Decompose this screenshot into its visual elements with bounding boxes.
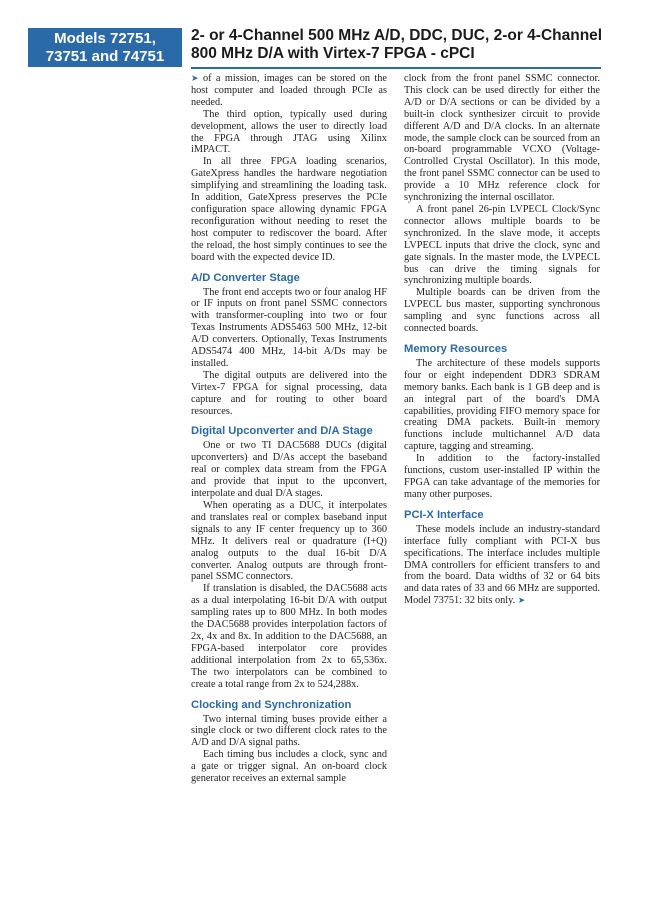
paragraph: clock from the front panel SSMC connector. This clock can be used directly for either the A/D or D/A sections or can be divided by a built-in clock synthesizer circuit to provide different A/D and D/A clocks. In an alternate mode, the sample clock can be sourced from an on-board programmable VCXO (Voltage-Controlled Crystal Oscillator). In this mode, the front panel SSMC connector can be used to provide a 10 MHz reference clock for synchronizing the internal oscillator. [404, 73, 600, 204]
models-line-2: 73751 and 74751 [45, 48, 165, 65]
section-heading-duc: Digital Upconverter and D/A Stage [191, 425, 373, 438]
paragraph: The front end accepts two or four analog HF or IF inputs on front panel SSMC connectors with transformer-coupling into two or four Texas Instruments ADS5463 500 MHz, 12-bit A/D converters. Optionally, Texas Instruments ADS5474 400 MHz, 14-bit A/Ds may be installed. [191, 286, 387, 369]
paragraph: In addition to the factory-installed functions, custom user-installed IP within the FPGA can take advantage of the memories for many other purposes. [404, 453, 600, 500]
paragraph: A front panel 26-pin LVPECL Clock/Sync connector allows multiple boards to be synchronized. In the slave mode, it accepts LVPECL inputs that drive the clock, sync and gate signals. In the master mode, the LVPECL bus can drive the timing signals for synchronizing multiple boards. [404, 203, 600, 287]
title-rule [191, 67, 601, 69]
paragraph [404, 524, 600, 607]
left-column [191, 73, 387, 785]
continue-arrow-icon: ➤ [517, 595, 526, 606]
section-heading-pcix: PCI-X Interface [404, 508, 484, 521]
section-heading-clocking: Clocking and Synchronization [191, 698, 352, 711]
paragraph-text: of a mission, images can be stored on the host computer and loaded through PCIe as needed. [191, 73, 387, 108]
paragraph: The architecture of these models supports four or eight independent DDR3 SDRAM memory banks. Each bank is 1 GB deep and is an integral part of the board's DMA capabilities, providing FIFO memory space for creating DMA packets. Built-in memory functions include multichannel A/D data capture, tagging and streaming. [404, 357, 600, 453]
title-line-2: 800 MHz D/A with Virtex-7 FPGA - cPCI [191, 45, 475, 62]
section-heading-memory: Memory Resources [404, 342, 508, 355]
right-column [404, 73, 600, 607]
paragraph: When operating as a DUC, it interpolates and translates real or complex baseband input signals to any IF center frequency up to 360 MHz. It delivers real or quadrature (I+Q) analog outputs to the dual 16-bit D/A converter. Analog outputs are through front-panel SSMC connectors. [191, 500, 387, 583]
paragraph: In all three FPGA loading scenarios, GateXpress handles the hardware negotiation simplifying and streamlining the loading task. In addition, GateXpress preserves the PCIe configuration space allowing dynamic FPGA reconfiguration without needing to reset the host computer to rediscover the board. After the reload, the host simply continues to see the board with the expected device ID. [191, 156, 387, 263]
paragraph: The third option, typically used during development, allows the user to directly load the FPGA through JTAG using Xilinx iMPACT. [191, 108, 387, 156]
paragraph: Each timing bus includes a clock, sync and a gate or trigger signal. An on-board clock generator receives an external sample [191, 749, 387, 785]
paragraph [191, 73, 387, 109]
paragraph-text: These models include an industry-standard interface fully compliant with PCI-X bus specifications. The interface includes multiple DMA controllers for efficient transfers to and from the board. Data widths of 32 or 64 bits and data rates of 33 and 66 MHz are supported. Model 73751: 32 bits only. [404, 523, 600, 607]
section-heading-ad: A/D Converter Stage [191, 271, 300, 284]
models-badge [28, 28, 182, 67]
title-line-1: 2- or 4-Channel 500 MHz A/D, DDC, DUC, 2-or 4-Channel [191, 27, 603, 44]
paragraph: The digital outputs are delivered into the Virtex-7 FPGA for signal processing, data capture and for routing to other board resources. [191, 369, 387, 417]
paragraph: Multiple boards can be driven from the LVPECL bus master, supporting synchronous sampling and sync functions across all connected boards. [404, 287, 600, 335]
paragraph: Two internal timing buses provide either a single clock or two different clock rates to the A/D and D/A signal paths. [191, 713, 387, 749]
continue-arrow-icon: ➤ [191, 73, 199, 83]
paragraph: If translation is disabled, the DAC5688 acts as a dual interpolating 16-bit D/A with output sampling rates up to 800 MHz. In both modes the DAC5688 provides interpolation factors of 2x, 4x and 8x. In addition to the DAC5688, an FPGA-based interpolator core provides additional interpolation from 2x to 65,536x. The two interpolators can be combined to create a total range from 2x to 524,288x. [191, 583, 387, 690]
models-line-1: Models 72751, [54, 30, 156, 47]
paragraph: One or two TI DAC5688 DUCs (digital upconverters) and D/As accept the baseband real or complex data stream from the FPGA and provide that input to the upconvert, interpolate and dual D/A stages. [191, 440, 387, 500]
page-title [191, 27, 611, 63]
